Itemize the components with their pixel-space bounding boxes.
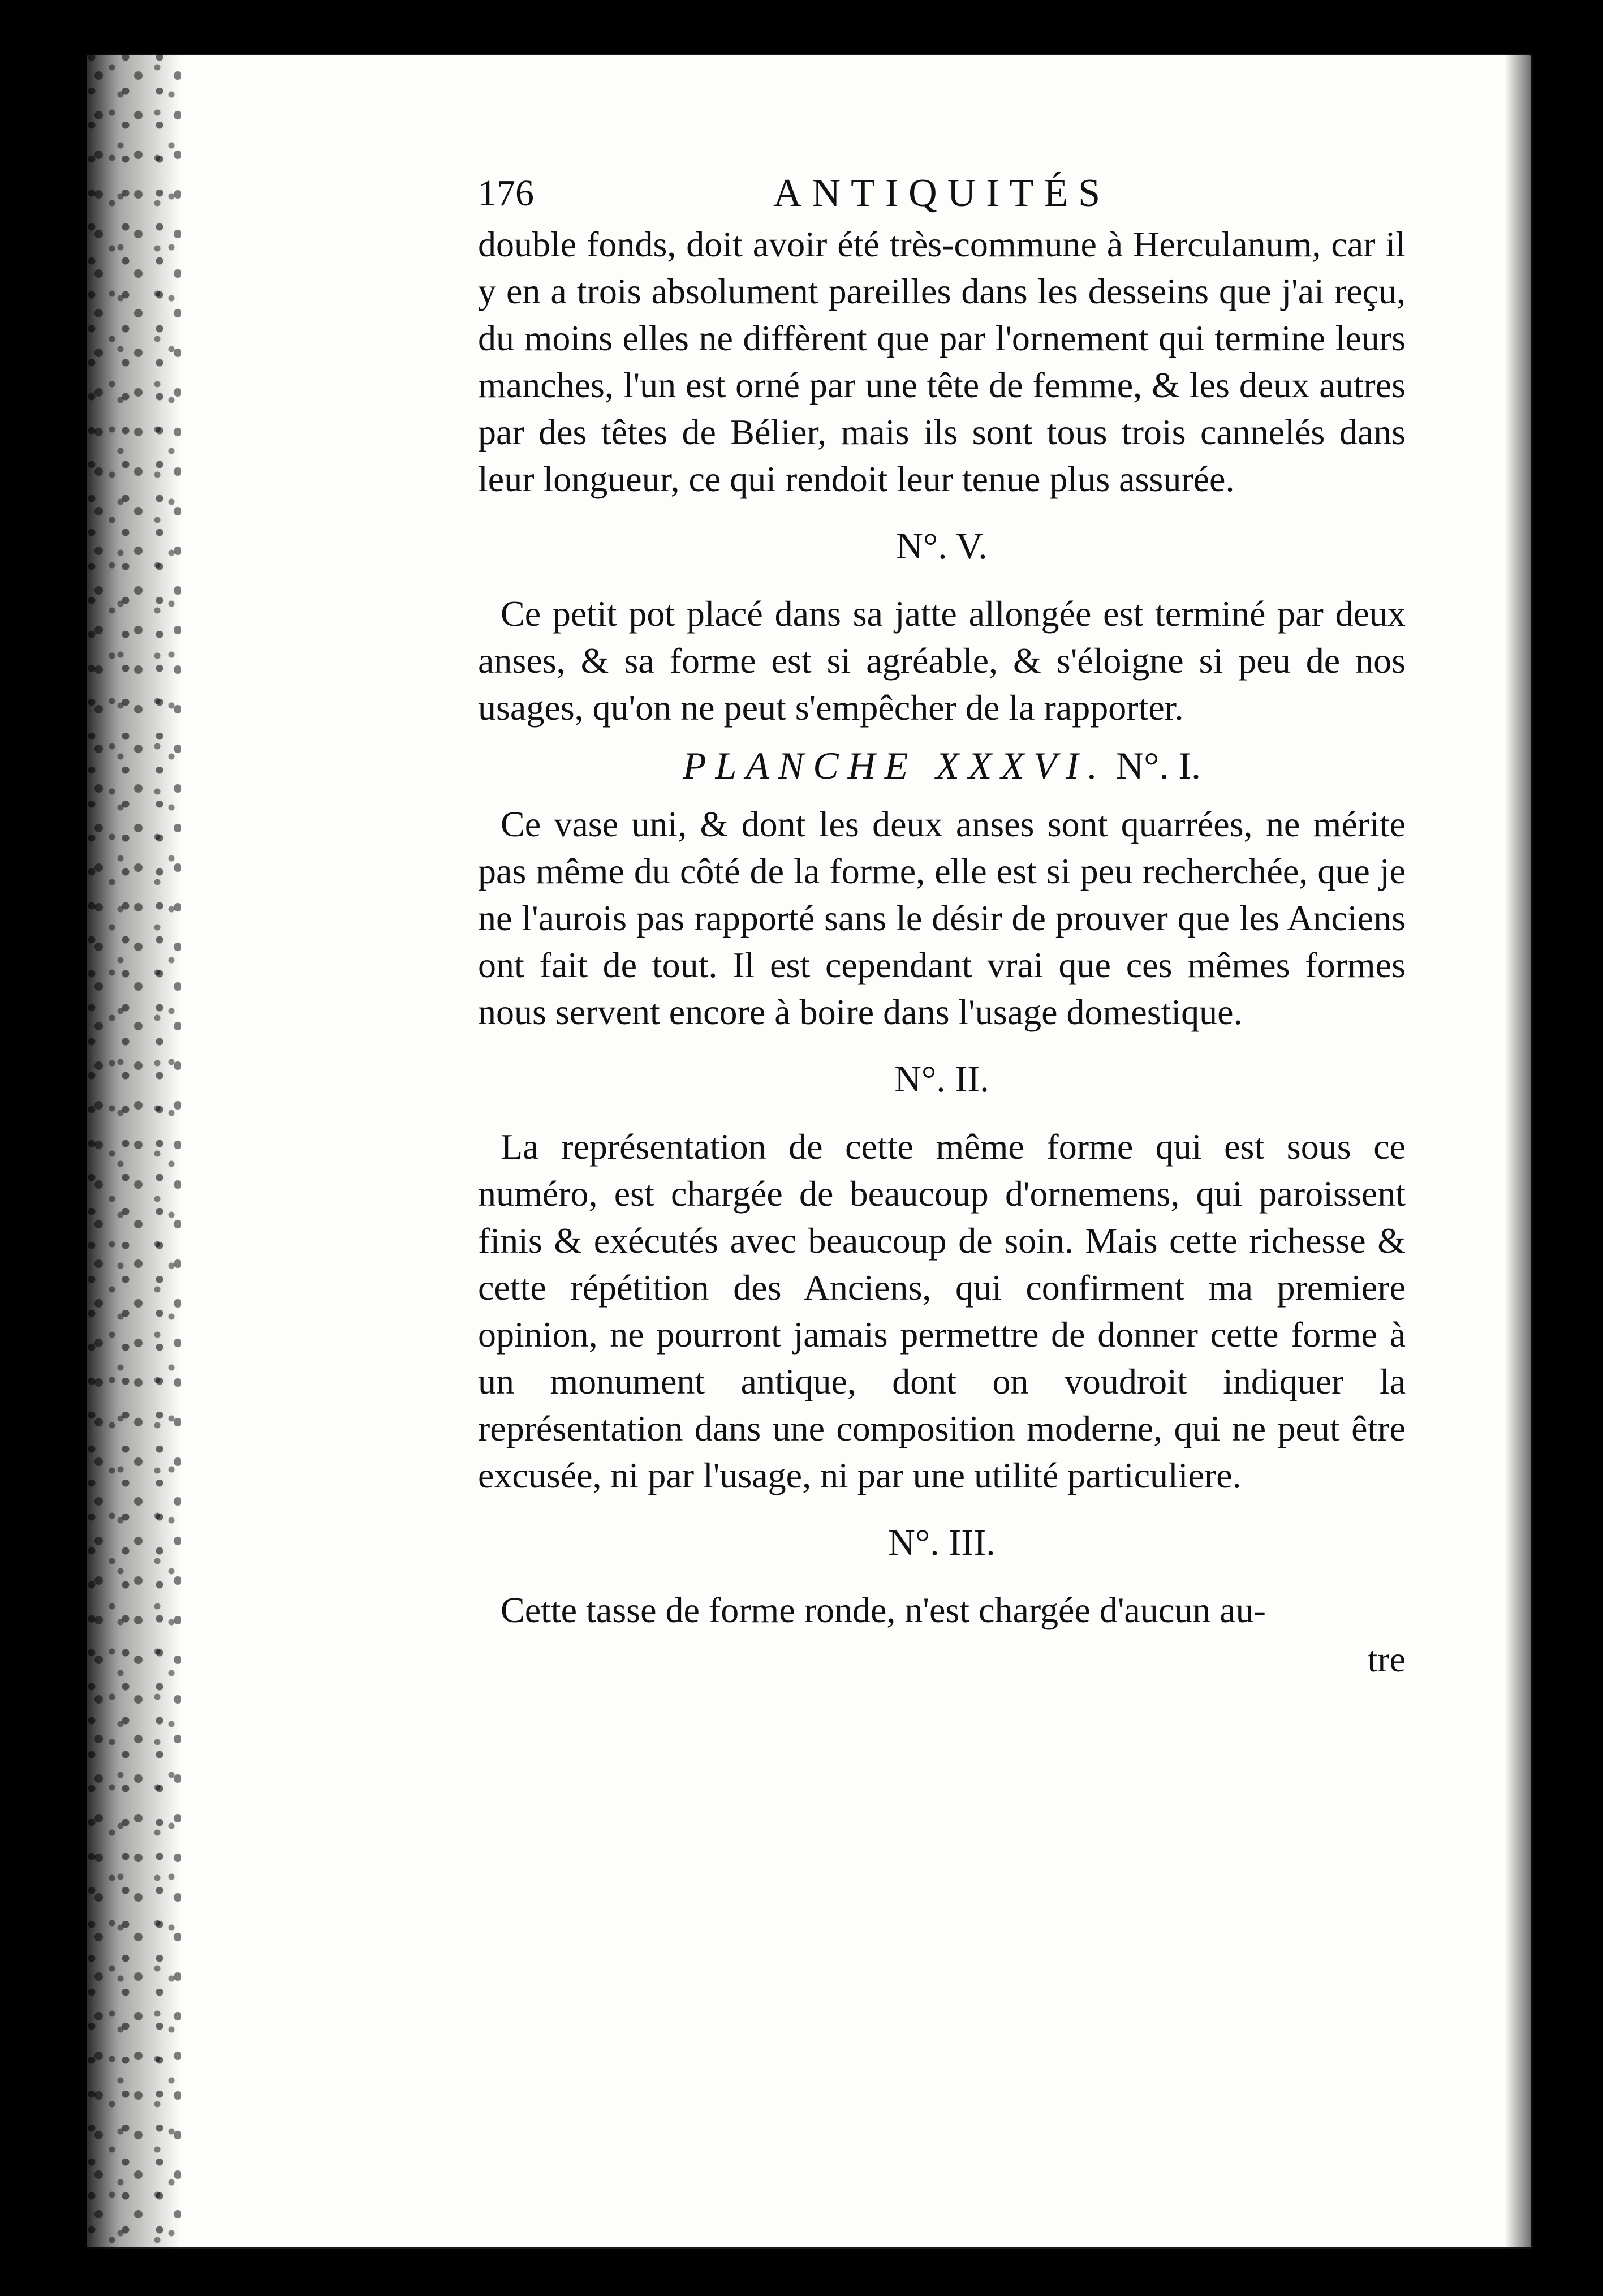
running-head: ANTIQUITÉS: [773, 171, 1111, 215]
text-block: [478, 170, 1406, 1683]
plate-title: PLANCHE XXXVI.: [683, 744, 1107, 787]
page-number: 176: [478, 173, 534, 214]
catchword: tre: [1367, 1639, 1406, 1679]
page-header: [478, 170, 1406, 221]
paragraph-no-ii: La représentation de cette même forme qui est sous ce numéro, est chargée de beaucoup d'ornemens, qui paroissent finis & exécutés avec beaucoup de soin. Mais cette richesse & cette répétition des Anciens, qui confirment ma premiere opinion, ne pourront jamais permettre de donner cette forme à un monument antique, dont on voudroit indiquer la représentation dans une composition moderne, qui ne peut être excusée, ni par l'usage, ni par une utilité particuliere.: [478, 1126, 1406, 1495]
section-heading-no-iii: N°. III.: [888, 1522, 996, 1563]
plate-number: N°. I.: [1116, 744, 1201, 787]
paragraph-no-iii: Cette tasse de forme ronde, n'est chargée d'aucun au-: [501, 1590, 1266, 1630]
section-heading-no-ii: N°. II.: [894, 1059, 989, 1100]
paragraph-no-v: Ce petit pot placé dans sa jatte allongée est terminé par deux anses, & sa forme est si agréable, & s'éloigne si peu de nos usages, qu'on ne peut s'empêcher de la rapporter.: [478, 594, 1406, 728]
section-heading-no-v: N°. V.: [896, 526, 988, 567]
page-edge-shadow-right: [1505, 54, 1533, 2249]
plate-heading: [478, 742, 1406, 789]
paragraph-continued: double fonds, doit avoir été très-commune à Herculanum, car il y en a trois absolument pareilles dans les desseins que j'ai reçu, du moins elles ne diffèrent que par l'ornement qui termine leurs manches, l'un est orné par une tête de femme, & les deux autres par des têtes de Bélier, mais ils sont tous trois cannelés dans leur longueur, ce qui rendoit leur tenue plus assurée.: [478, 224, 1406, 499]
page-edge-shadow-left: [85, 54, 181, 2249]
paragraph-no-i: Ce vase uni, & dont les deux anses sont quarrées, ne mérite pas même du côté de la forme, elle est si peu recherchée, que je ne l'aurois pas rapporté sans le désir de prouver que les Anciens ont fait de tout. Il est cependant vrai que ces mêmes formes nous servent encore à boire dans l'usage domestique.: [478, 804, 1406, 1032]
